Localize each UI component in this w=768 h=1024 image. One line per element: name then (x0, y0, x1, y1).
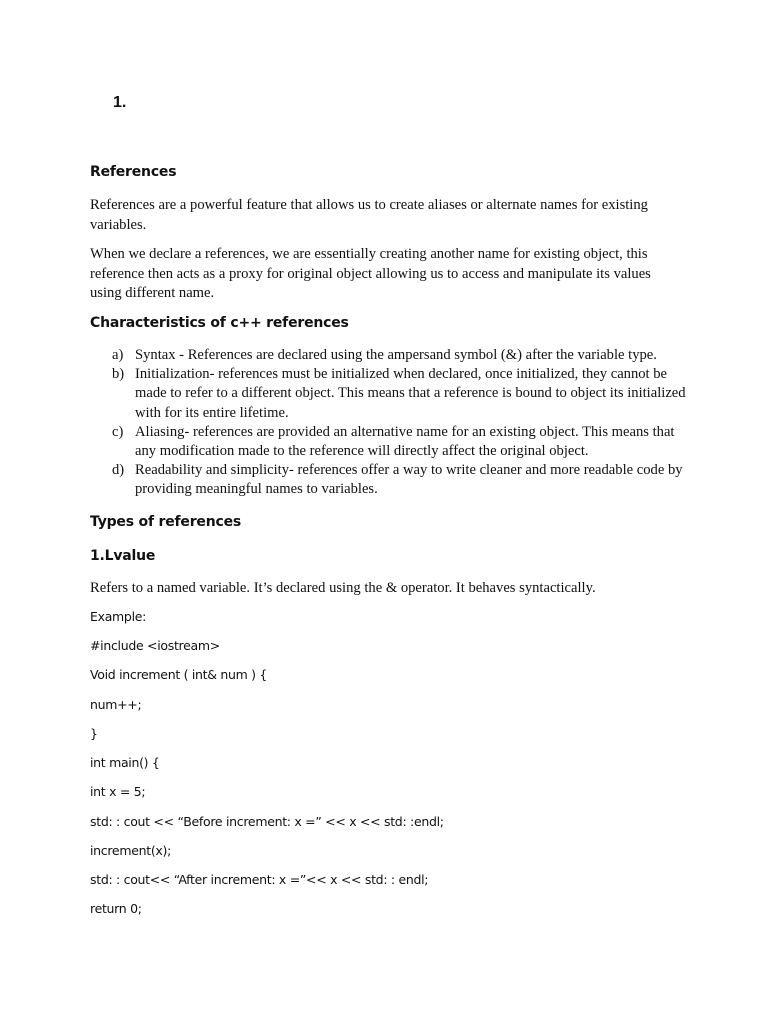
code-line: #include <iostream> (90, 638, 220, 653)
list-item-text: Aliasing- references are provided an alternative name for an existing object. This means that any modification made to the reference will directly affect the original object. (135, 423, 675, 460)
intro-paragraph-2: When we declare a references, we are essentially creating another name for existing object, this reference then acts as a proxy for original object allowing us to access and manipulate its values using different name. (90, 246, 651, 301)
list-item (90, 423, 690, 461)
code-line: Void increment ( int& num ) { (90, 667, 268, 682)
references-heading: References (90, 164, 177, 180)
code-line: std: : cout<< “After increment: x =”<< x << std: : endl; (90, 872, 429, 887)
lvalue-heading: 1.Lvalue (90, 548, 156, 564)
code-line: int x = 5; (90, 784, 146, 799)
code-line: } (90, 726, 98, 741)
list-item-text: Readability and simplicity- references offer a way to write cleaner and more readable code by providing meaningful names to variables. (135, 462, 683, 498)
code-line: std: : cout << “Before increment: x =” << x << std: :endl; (90, 814, 444, 829)
list-marker: d) (112, 462, 125, 479)
list-marker: a) (112, 347, 124, 363)
list-item (90, 346, 690, 365)
list-item-text: Initialization- references must be initialized when declared, once initialized, they cannot be made to refer to a different object. This means that a reference is bound to object its initialized with for its entire lifetime. (135, 366, 686, 421)
list-item (90, 365, 690, 423)
code-line: return 0; (90, 901, 142, 916)
list-marker: c) (112, 423, 124, 440)
characteristics-heading: Characteristics of c++ references (90, 315, 349, 331)
characteristics-list (90, 346, 690, 500)
code-line: int main() { (90, 755, 160, 770)
code-line: increment(x); (90, 843, 171, 858)
example-label: Example: (90, 609, 147, 624)
lvalue-description: Refers to a named variable. It’s declared using the & operator. It behaves syntactically. (90, 580, 596, 596)
list-item (90, 461, 690, 499)
intro-paragraph-1: References are a powerful feature that allows us to create aliases or alternate names for existing variables. (90, 197, 648, 233)
section-number: 1. (113, 94, 127, 111)
code-line: num++; (90, 697, 142, 712)
list-item-text: Syntax - References are declared using the ampersand symbol (&) after the variable type. (135, 347, 657, 363)
types-heading: Types of references (90, 514, 241, 530)
list-marker: b) (112, 366, 125, 383)
